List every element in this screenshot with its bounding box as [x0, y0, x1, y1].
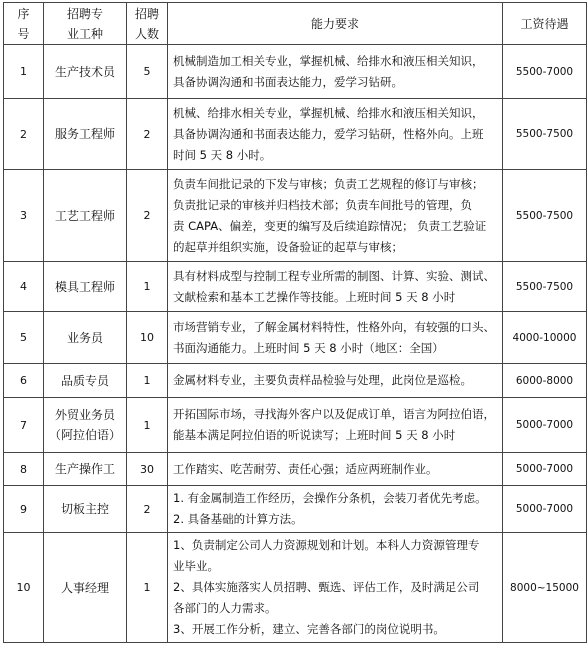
requirement-line: 机械制造加工相关专业，掌握机械、给排水和液压相关知识， [173, 53, 484, 68]
table-row [4, 486, 587, 533]
requirement-line: 具有材料成型与控制工程专业所需的制图、计算、实验、测试、 [173, 268, 495, 283]
cell-requirements [168, 312, 503, 364]
requirement-line: 负责批记录的审核并归档技术部；负责车间批号的管理，负 [173, 197, 472, 212]
header-requirements: 能力要求 [168, 3, 503, 45]
requirement-line: 具备协调沟通和书面表达能力，爱学习钻研，性格外向。上班 [173, 126, 484, 141]
requirement-line: 市场营销专业，了解金属材料特性，性格外向，有较强的口头、 [173, 319, 495, 334]
cell-position [44, 170, 127, 262]
requirement-line: 书面沟通能力。上班时间 5 天 8 小时（地区：全国） [173, 340, 444, 355]
position-line: 业务员 [66, 330, 103, 345]
position-line: 模具工程师 [54, 279, 115, 294]
cell-position [44, 453, 127, 486]
requirement-line: 责 CAPA、偏差，变更的编写及后续追踪情况； 负责工艺验证 [173, 218, 487, 233]
cell-count: 1 [127, 364, 168, 398]
cell-position [44, 486, 127, 533]
cell-seq: 5 [4, 312, 44, 364]
requirement-line: 1. 有金属制造工作经历，会操作分条机，会装刀者优先考虑。 [173, 491, 487, 505]
table-row [4, 533, 587, 643]
cell-salary: 5500-7500 [503, 170, 587, 262]
requirement-line: 金属材料专业，主要负责样品检验与处理，此岗位是巡检。 [173, 373, 472, 387]
cell-position [44, 262, 127, 312]
cell-requirements [168, 533, 503, 643]
cell-seq: 7 [4, 398, 44, 453]
header-salary: 工资待遇 [503, 3, 587, 45]
cell-position [44, 312, 127, 364]
position-line: 切板主控 [60, 502, 109, 516]
requirement-line: 3、开展工作分析，建立、完善各部门的岗位说明书。 [173, 622, 445, 636]
cell-seq: 9 [4, 486, 44, 533]
cell-position [44, 99, 127, 170]
cell-seq: 2 [4, 99, 44, 170]
header-position-line: 招聘专 [66, 6, 103, 21]
requirement-line: 能基本满足阿拉伯语的听说读写；上班时间 5 天 8 小时 [173, 428, 456, 442]
cell-requirements [168, 453, 503, 486]
position-line: （阿拉伯语） [48, 428, 121, 442]
recruitment-table-container [3, 2, 586, 649]
requirement-line: 开拓国际市场，寻找海外客户以及促成订单，语言为阿拉伯语， [173, 407, 495, 421]
cell-salary: 6000-8000 [503, 364, 587, 398]
header-seq [4, 3, 44, 45]
cell-seq: 6 [4, 364, 44, 398]
cell-requirements [168, 45, 503, 99]
cell-position [44, 364, 127, 398]
requirement-line: 的起草并组织实施，设备验证的起草与审核； [173, 239, 403, 254]
cell-seq: 1 [4, 45, 44, 99]
header-count [127, 3, 168, 45]
requirement-line: 各部门的人力需求。 [173, 601, 277, 615]
header-seq-line: 号 [17, 26, 30, 41]
position-line: 生产技术员 [54, 64, 115, 79]
cell-position [44, 533, 127, 643]
cell-count: 2 [127, 170, 168, 262]
header-position [44, 3, 127, 45]
cell-seq: 4 [4, 262, 44, 312]
cell-count: 30 [127, 453, 168, 486]
cell-salary: 8000~15000 [503, 533, 587, 643]
position-line: 工艺工程师 [54, 208, 115, 223]
cell-position [44, 398, 127, 453]
requirement-line: 1、负责制定公司人力资源规划和计划。本科人力资源管理专 [173, 538, 480, 552]
cell-count: 10 [127, 312, 168, 364]
table-row [4, 364, 587, 398]
position-line: 服务工程师 [54, 127, 115, 141]
table-row [4, 312, 587, 364]
cell-count: 2 [127, 99, 168, 170]
cell-requirements [168, 486, 503, 533]
table-header-row [4, 3, 587, 45]
cell-count: 1 [127, 398, 168, 453]
cell-salary: 4000-10000 [503, 312, 587, 364]
table-row [4, 45, 587, 99]
cell-salary: 5500-7500 [503, 99, 587, 170]
cell-count: 1 [127, 533, 168, 643]
position-line: 外贸业务员 [54, 408, 115, 422]
position-line: 品质专员 [60, 373, 109, 388]
cell-salary: 5000-7000 [503, 486, 587, 533]
requirement-line: 工作踏实、吃苦耐劳、责任心强；适应两班制作业。 [173, 461, 438, 476]
cell-salary: 5500-7000 [503, 45, 587, 99]
cell-position [44, 45, 127, 99]
position-line: 人事经理 [60, 580, 109, 595]
table-row [4, 398, 587, 453]
cell-seq: 8 [4, 453, 44, 486]
requirement-line: 文献检索和基本工艺操作等技能。上班时间 5 天 8 小时 [173, 289, 456, 304]
cell-requirements [168, 99, 503, 170]
requirement-line: 2. 具备基础的计算方法。 [173, 512, 303, 526]
table-row [4, 99, 587, 170]
table-row [4, 453, 587, 486]
cell-requirements [168, 170, 503, 262]
requirement-line: 负责车间批记录的下发与审核；负责工艺规程的修订与审核； [173, 176, 484, 191]
header-seq-line: 序 [17, 6, 30, 21]
requirement-line: 2、具体实施落实人员招聘、甄选、评估工作，及时满足公司 [173, 580, 480, 594]
table-row [4, 170, 587, 262]
cell-seq: 3 [4, 170, 44, 262]
cell-requirements [168, 262, 503, 312]
cell-seq: 10 [4, 533, 44, 643]
cell-count: 1 [127, 262, 168, 312]
cell-count: 2 [127, 486, 168, 533]
requirement-line: 业毕业。 [173, 559, 219, 573]
recruitment-table [3, 2, 587, 643]
header-count-line: 招聘 [134, 6, 159, 21]
cell-salary: 5000-7000 [503, 453, 587, 486]
requirement-line: 机械、给排水相关专业，掌握机械、给排水和液压相关知识， [173, 105, 484, 120]
cell-salary: 5000-7000 [503, 398, 587, 453]
requirement-line: 具备协调沟通和书面表达能力，爱学习钻研。 [173, 74, 403, 89]
cell-salary: 5500-7500 [503, 262, 587, 312]
requirement-line: 时间 5 天 8 小时。 [173, 147, 272, 162]
cell-requirements [168, 364, 503, 398]
table-row [4, 262, 587, 312]
header-count-line: 人数 [134, 26, 159, 41]
header-position-line: 业工种 [66, 26, 103, 41]
cell-requirements [168, 398, 503, 453]
position-line: 生产操作工 [54, 462, 115, 476]
cell-count: 5 [127, 45, 168, 99]
